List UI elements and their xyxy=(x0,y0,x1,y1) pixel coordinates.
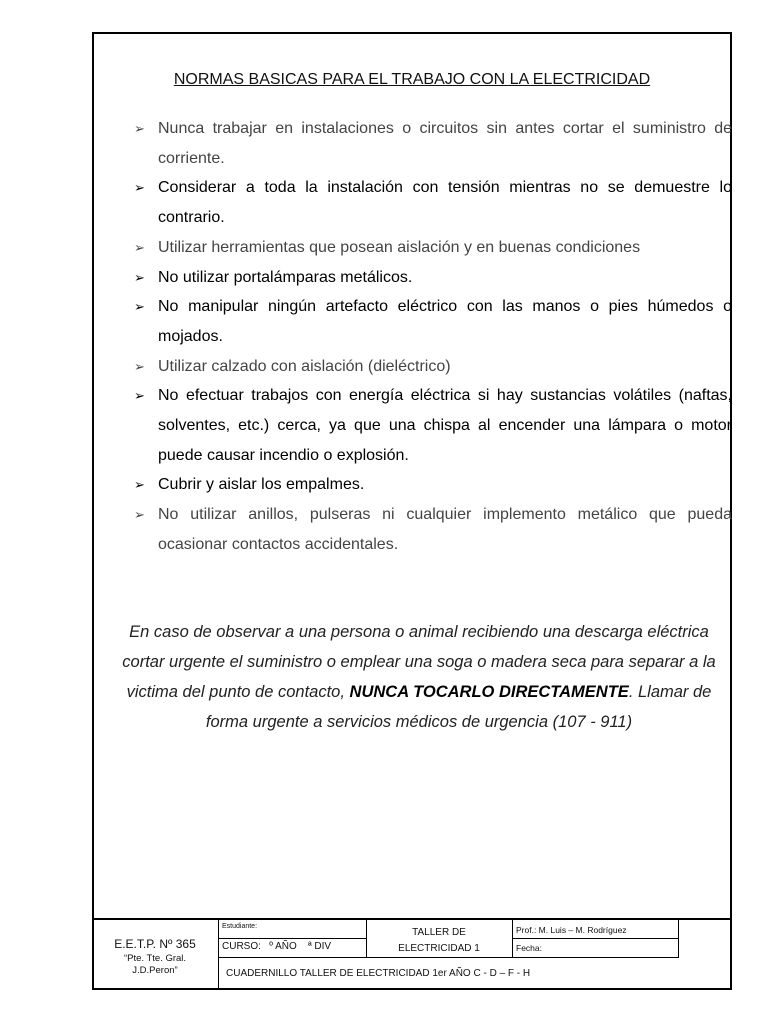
document-title: NORMAS BASICAS PARA EL TRABAJO CON LA ELECTRICIDAD xyxy=(173,71,651,88)
footer-table xyxy=(92,918,732,990)
arrow-bullet-icon: ➢ xyxy=(134,121,145,136)
student-label: Estudiante: xyxy=(222,923,258,930)
arrow-bullet-icon: ➢ xyxy=(134,269,145,285)
notice-emphasis: NUNCA TOCARLO DIRECTAMENTE xyxy=(349,683,629,701)
arrow-bullet-icon: ➢ xyxy=(134,477,145,493)
rule-item: ➢ No utilizar portalámparas metálicos. xyxy=(134,263,732,293)
rule-item: ➢ Utilizar herramientas que posean aislación y en buenas condiciones xyxy=(134,233,732,263)
arrow-bullet-icon: ➢ xyxy=(134,358,145,374)
workshop-title: TALLER DE ELECTRICIDAD 1 xyxy=(398,927,480,954)
arrow-bullet-icon: ➢ xyxy=(134,299,145,315)
course-field: CURSO: º AÑO ª DIV xyxy=(222,941,332,952)
rule-item: ➢ No utilizar anillos, pulseras ni cualquier implemento metálico que pueda ocasionar contactos accidentales. xyxy=(134,500,732,559)
arrow-bullet-icon: ➢ xyxy=(134,388,145,404)
rule-item: ➢ No efectuar trabajos con energía eléctrica si hay sustancias volátiles (naftas, solventes, etc.) cerca, ya que una chispa al encender una lámpara o motor puede causar incendio o explosión. xyxy=(134,381,732,470)
rule-item: ➢ Cubrir y aislar los empalmes. xyxy=(134,470,732,500)
rules-list xyxy=(134,114,732,560)
rule-item: ➢ Utilizar calzado con aislación (dieléctrico) xyxy=(134,352,732,382)
arrow-bullet-icon: ➢ xyxy=(134,507,145,523)
rule-item: ➢ Nunca trabajar en instalaciones o circuitos sin antes cortar el suministro de corriente. xyxy=(134,114,732,173)
rule-item: ➢ No manipular ningún artefacto eléctrico con las manos o pies húmedos o mojados. xyxy=(134,292,732,351)
arrow-bullet-icon: ➢ xyxy=(134,239,145,255)
arrow-bullet-icon: ➢ xyxy=(134,180,145,196)
booklet-title: CUADERNILLO TALLER DE ELECTRICIDAD 1er AÑO C - D – F - H xyxy=(226,968,531,979)
school-info: E.E.T.P. Nº 365 “Pte. Tte. Gral. J.D.Peron” xyxy=(114,937,196,976)
professor-name: Prof.: M. Luis – M. Rodríguez xyxy=(516,925,627,935)
date-label: Fecha: xyxy=(516,943,542,953)
emergency-notice: En caso de observar a una persona o animal recibiendo una descarga eléctrica cortar urgente el suministro o emplear una soga o madera seca para separar a la victima del punto de contacto, NUNCA TOCARLO DIRECTAMENTE. Llamar de forma urgente a servicios médicos de urgencia (107 - 911) xyxy=(122,623,716,731)
rule-item: ➢ Considerar a toda la instalación con tensión mientras no se demuestre lo contrario. xyxy=(134,173,732,232)
page-frame xyxy=(92,32,732,990)
